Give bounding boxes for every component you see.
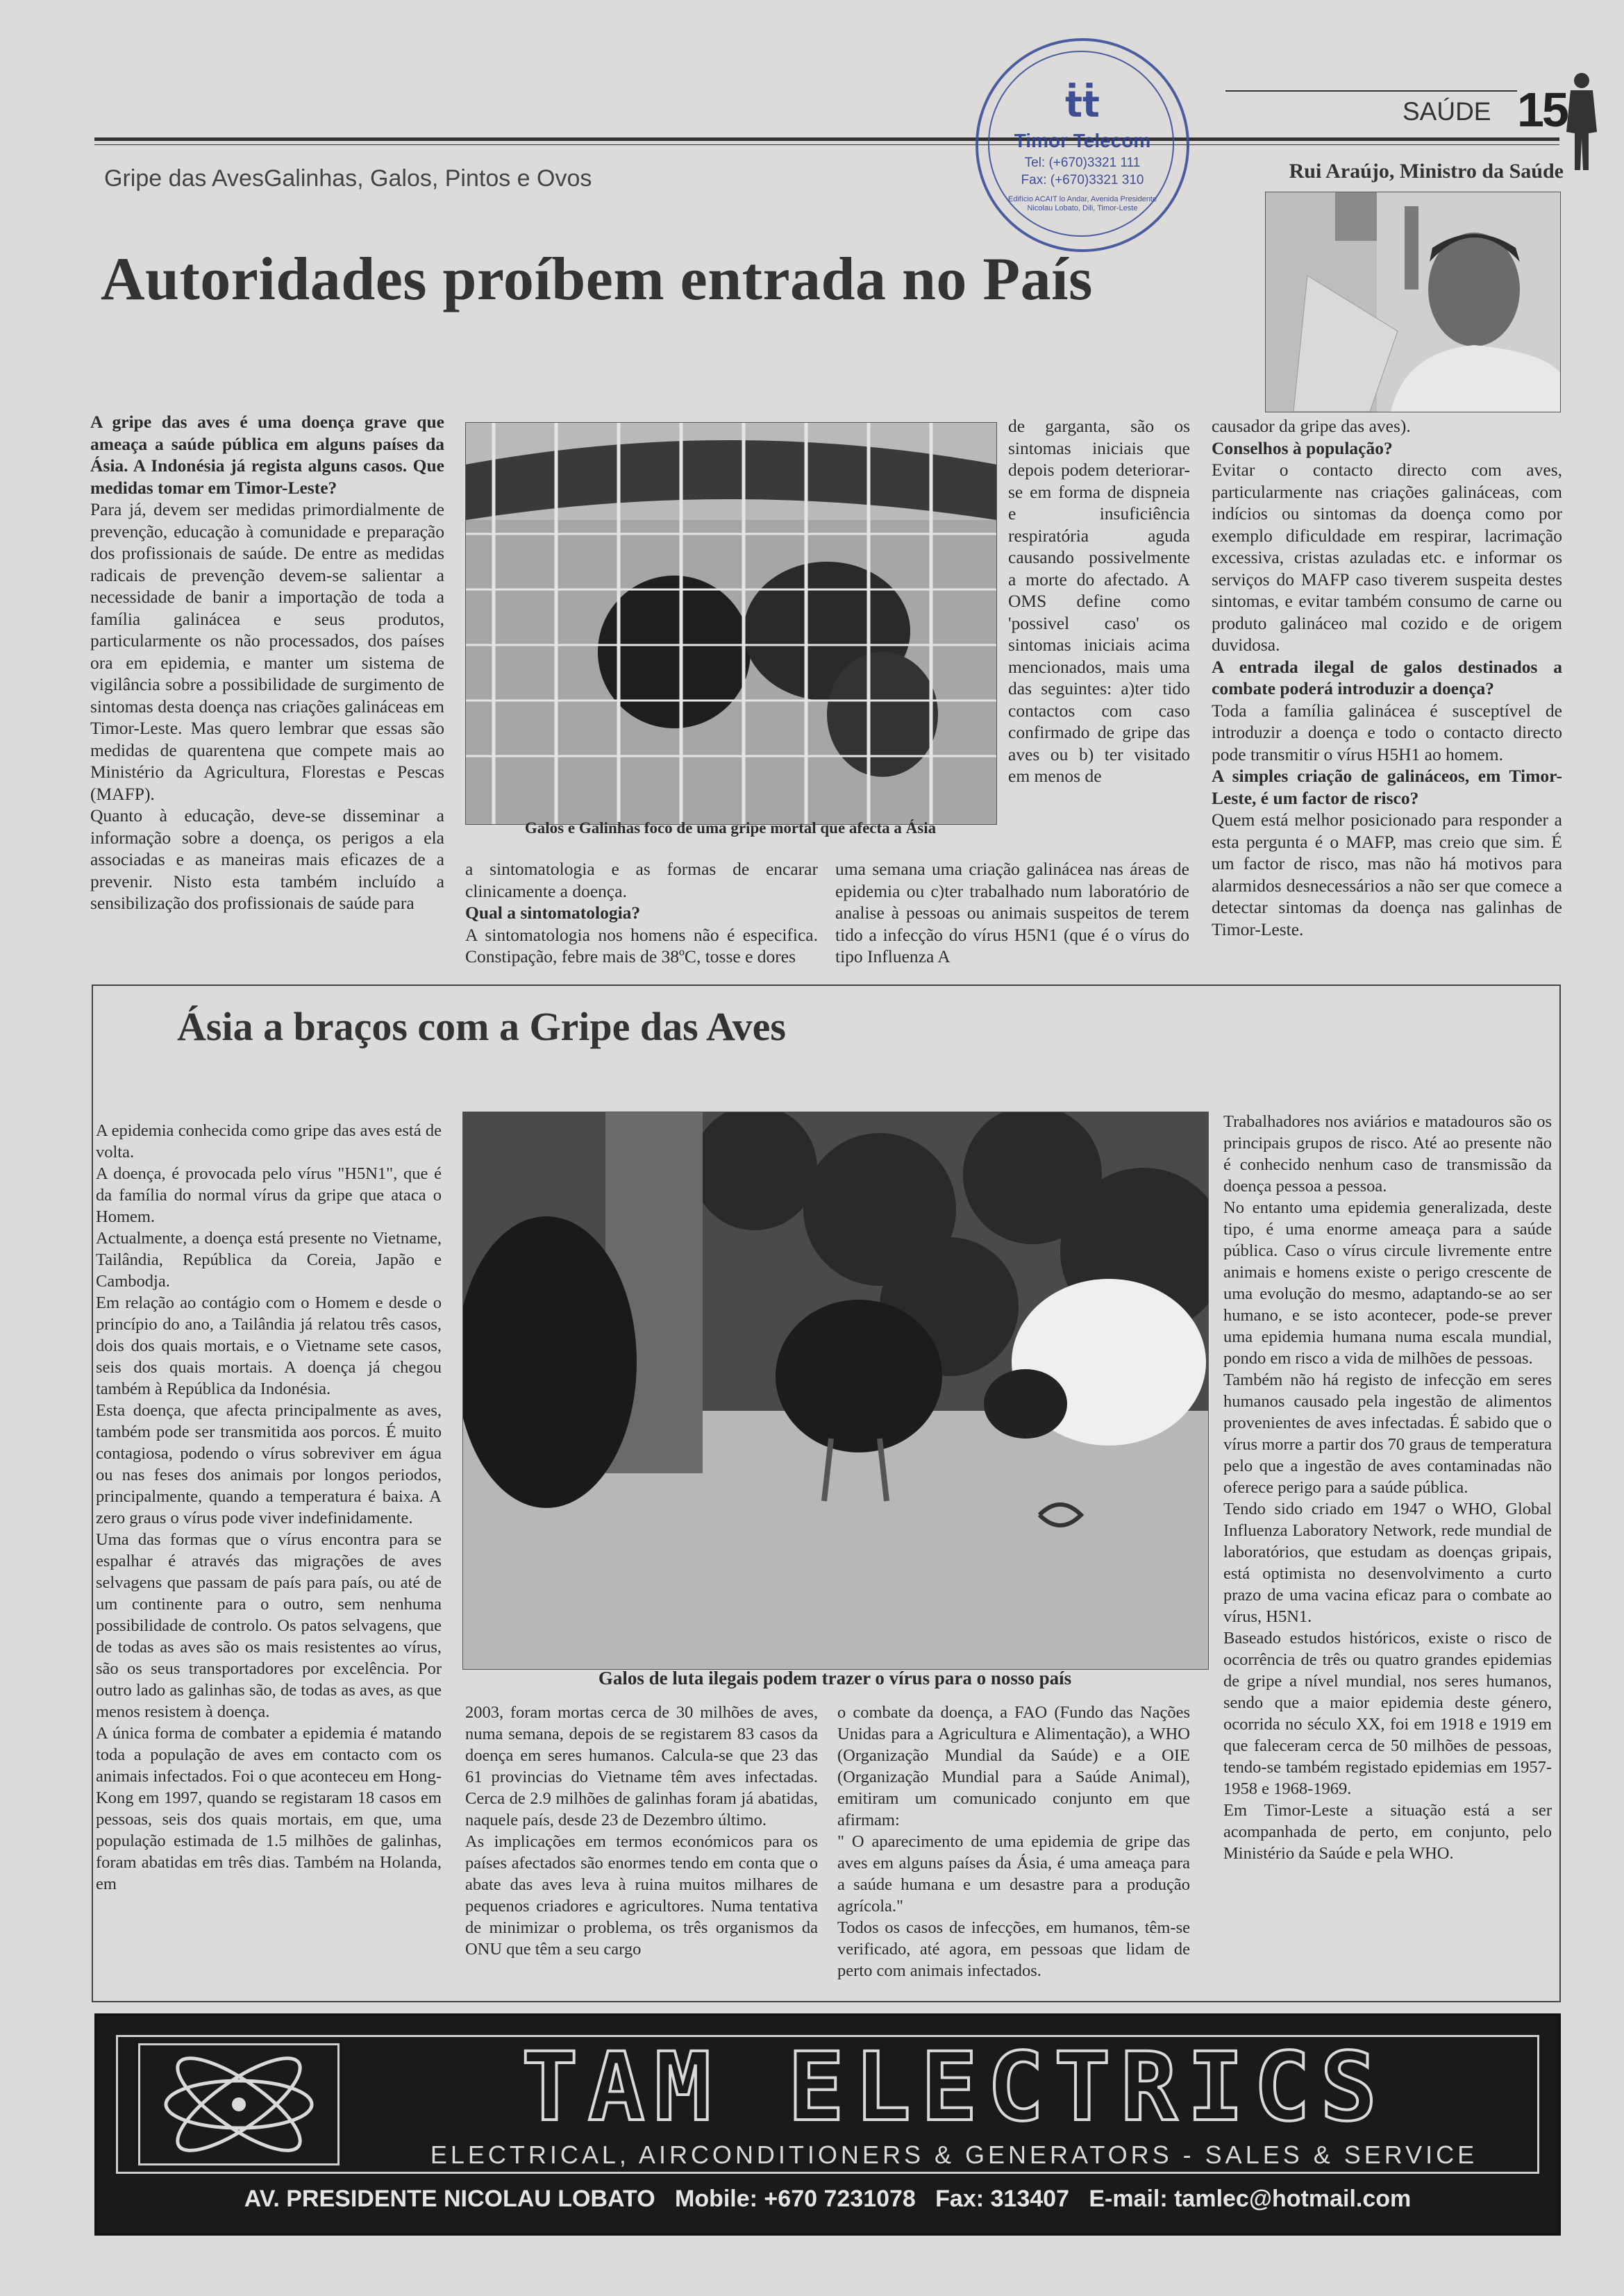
ad-contact: AV. PRESIDENTE NICOLAU LOBATO Mobile: +670 7231078 Fax: 313407 E-mail: tamlec@hotmail.com (244, 2186, 1412, 2212)
article1-col4 (1212, 415, 1562, 940)
a1-c1-p2: Para já, devem ser medidas primordialmente de prevenção, educação à comunidade e preparação dos profissionais de saúde. De entre as medidas radicais de prevenção devem-se salientar a necessidade de banir a importação de toda a família galinácea e seus produtos, particularmente os não processados, dos países ora em epidemia, e manter um sistema de vigilância sobre a possibilidade de surgimento de sintomas desta doença nas criações galináceas em Timor-Leste. Mas quero lembrar que essas são medidas de quarentena que compete mais ao Ministério da Agricultura, Florestas e Pescas (MAFP). (90, 499, 444, 804)
stamp-tel: Tel: (+670)3321 111 (1024, 156, 1141, 170)
a2-c2-p1: 2003, foram mortas cerca de 30 milhões de aves, numa semana, depois de se registarem 83 casos da doença em seres humanos. Calcula-se que 23 das 61 provincias do Vietname têm aves infectadas. Cerca de 2.9 milhões de galinhas foram já abatidas, naquele país, desde 23 de Dezembro último. (465, 1703, 818, 1829)
ad-brand: TAM ELECTRICS (521, 2033, 1387, 2143)
a2-c1-p2: A doença, é provocada pelo vírus "H5N1", que é da família do normal vírus da gripe que ataca o Homem. (96, 1164, 442, 1226)
a1-c4-q2: A entrada ilegal de galos destinados a combate poderá introduzir a doença? (1212, 656, 1562, 698)
stamp-fax: Fax: (+670)3321 310 (1021, 173, 1144, 187)
article2-col1 (96, 1120, 442, 1895)
a2-c4-p3: Também não há registo de infecção em seres humanos causado pela ingestão de alimentos provenientes de aves infectadas. É sabido que o vírus morre a partir dos 70 graus de temperatura pelo que a ingestão de aves contaminadas não oferece perigo para a saúde pública. (1223, 1371, 1552, 1497)
a1-c4-p4: Quem está melhor posicionado para responder a esta pergunta é o MAFP, mas creio que sim. É um factor de risco, mas não há motivos para alarmidos desnecessários a não ser que comece a detectar sintomas da doença nas galinhas de Timor-Leste. (1212, 810, 1562, 939)
a1-c1-p1: A gripe das aves é uma doença grave que ameaça a saúde pública em alguns países da Ásia. A Indonésia já regista alguns casos. Que medidas tomar em Timor-Leste? (90, 412, 444, 498)
portrait-caption: Rui Araújo, Ministro da Saúde (1289, 160, 1564, 183)
cage-photo (465, 422, 997, 825)
portrait-photo (1265, 192, 1561, 412)
a2-c1-p7: A única forma de combater a epidemia é matando toda a população de aves em contacto com os animais infectados. Foi o que aconteceu em Hong-Kong em 1997, quando se registaram 18 casos em pessoas, seis dos quais mortais, em que, uma população estimada de 1.5 milhões de galinhas, foram abatidas em três dias. Também na Holanda, em (96, 1724, 442, 1893)
article2-title: Ásia a braços com a Gripe das Aves (177, 1004, 786, 1049)
kicker: Gripe das AvesGalinhas, Galos, Pintos e Ovos (104, 165, 592, 192)
a1-c4-p1: causador da gripe das aves). (1212, 416, 1411, 436)
figure-logo-icon (1561, 69, 1602, 174)
article1-col1 (90, 411, 444, 914)
a2-c1-p4: Em relação ao contágio com o Homem e desde o princípio do ano, a Tailândia já relatou três casos, dois dos quais mortais, e o Vietname sete casos, seis dos quais mortais. A doença já chegou também à República da Indonésia. (96, 1293, 442, 1398)
section-rule (1225, 90, 1517, 92)
page-number: 15 (1517, 83, 1567, 137)
a1-c4-p2: Evitar o contacto directo com aves, particularmente nas criações galináceas, com indícios ou sintomas da doença como por exemplo dificuldade em respirar, lacrimação excessiva, cristas azuladas etc. e informar os serviços do MAFP caso tiverem suspeita destes sintomas, e evitar também consumo de carne ou produto galináceo mal cozido e de origem duvidosa. (1212, 460, 1562, 655)
a1-c3b-p1: uma semana uma criação galinácea nas áreas de epidemia ou c)ter trabalhado num laboratório de analise à pessoas ou animais suspeitos de terem tido a infecção do vírus H5N1 (que é o vírus do tipo Influenza A (835, 859, 1189, 966)
a1-c3a-p1: de garganta, são os sintomas iniciais que depois podem deteriorar-se em forma de dispneia e insuficiência respiratória aguda causando possivelmente a morte do afectado. A OMS define como 'possivel caso' os sintomas iniciais acima mencionados, mais uma das seguintes: a)ter tido contactos com caso confirmado de gripe das aves ou b) ter visitado em menos de (1008, 416, 1190, 786)
a2-c4-p6: Em Timor-Leste a situação está a ser acompanhada de perto, em conjunto, pelo Ministério da Saúde e pela WHO. (1223, 1801, 1552, 1863)
a1-c4-p3: Toda a família galinácea é susceptível de introduzir a doença e todo o contacto directo pode transmitir o vírus H5H1 ao homem. (1212, 700, 1562, 764)
a2-c3-p2: " O aparecimento de uma epidemia de gripe das aves em alguns países da Ásia, é uma ameaça para a saúde humana e um desastre para a produção agrícola." (837, 1832, 1190, 1916)
a1-c2-p1: a sintomatologia e as formas de encarar clinicamente a doença. (465, 859, 818, 901)
a2-c3-p3: Todos os casos de infecções, em humanos, têm-se verificado, até agora, em pessoas que lidam de perto com animais infectados. (837, 1918, 1190, 1980)
stamp-logo-icon: ṫṫ (1065, 84, 1100, 126)
a2-c4-p2: No entanto uma epidemia generalizada, deste tipo, é uma enorme ameaça para a saúde pública. Caso o vírus circule livremente entre animais e homens existe o perigo crescente de uma evolução do mesmo, adaptando-se ao ser humano, e se isto acontecer, pode-se prever uma epidemia humana numa escala mundial, pondo em risco a vida de milhões de pessoas. (1223, 1198, 1552, 1368)
a2-c2-p2: As implicações em termos económicos para os países afectados são enormes tendo em conta que o abate das aves leva à ruina muitos milhares de pequenos criadores e agricultores. Numa tentativa de minimizar o problema, os três organismos da ONU que têm a seu cargo (465, 1832, 818, 1959)
a2-c4-p4: Tendo sido criado em 1947 o WHO, Global Influenza Laboratory Network, rede mundial de laboratórios, que estudam as doenças gripais, está optimista no desenvolvimento a curto prazo de uma vacina eficaz para o combate ao vírus, H5N1. (1223, 1500, 1552, 1626)
article2-col3 (837, 1702, 1190, 1981)
cage-photo-caption: Galos e Galinhas foco de uma gripe mortal que afecta a Ásia (524, 819, 937, 837)
headline: Autoridades proíbem entrada no País (101, 246, 1093, 313)
a2-c4-p1: Trabalhadores nos aviários e matadouros são os principais grupos de risco. Até ao presente não é conhecido nenhum caso de transmissão da doença pessoa a pessoa. (1223, 1112, 1552, 1196)
ad-box (94, 2013, 1561, 2236)
a2-c3-p1: o combate da doença, a FAO (Fundo das Nações Unidas para a Agricultura e Alimentação), a WHO (Organização Mundial da Saúde) e a OIE (Organização Mundial para a Saúde Animal), emitiram um comunicado conjunto em que afirmam: (837, 1703, 1190, 1829)
article1-col3b (835, 858, 1189, 968)
a1-c4-q3: A simples criação de galináceos, em Timor-Leste, é um factor de risco? (1212, 766, 1562, 808)
section-label: SAÚDE (1403, 97, 1491, 126)
a2-c1-p6: Uma das formas que o vírus encontra para se espalhar é através das migrações de aves selvagens que passam de país para país, ou até de um continente para o outro, sem nenhuma possibilidade de controlo. Os patos selvagens, que de todas as aves são os mais resistentes ao vírus, são os seus transportadores por excelência. Por outro lado as galinhas são, de todas as aves, as que menos resistem à doença. (96, 1530, 442, 1721)
article2-col2 (465, 1702, 818, 1960)
a1-c1-p3: Quanto à educação, deve-se disseminar a informação sobre a doença, os perigos a ela associadas e as maneiras mais eficazes de a prevenir. Nisto esta também incluído a sensibilização dos profissionais de saúde para (90, 805, 444, 913)
article1-col2 (465, 858, 818, 968)
a1-c4-q1: Conselhos à população? (1212, 437, 1393, 458)
a1-c2-q1: Qual a sintomatologia? (465, 903, 641, 923)
article2-col4 (1223, 1111, 1552, 1864)
header-rule-thin (94, 144, 1559, 145)
a2-c4-p5: Baseado estudos históricos, existe o risco de ocorrência de três ou quatro grandes epidemias de gripe a nível mundial, nos seres humanos, sendo que a maior epidemia deste género, ocorrida no século XX, foi em 1918 e 1919 em que faleceram cerca de 50 milhões de pessoas, tendo-se também registado epidemias em 1957-1958 e 1968-1969. (1223, 1629, 1552, 1798)
a1-c2-p2: A sintomatologia nos homens não é especifica. Constipação, febre mais de 38ºC, tosse e dores (465, 924, 818, 966)
stamp (976, 38, 1189, 252)
header-rule-thick (94, 137, 1559, 141)
a2-c1-p1: A epidemia conhecida como gripe das aves está de volta. (96, 1121, 442, 1162)
ad-tagline: ELECTRICAL, AIRCONDITIONERS & GENERATORS - SALES & SERVICE (430, 2140, 1478, 2169)
article1-col3a (1008, 415, 1190, 787)
atom-logo-icon (138, 2043, 340, 2165)
roosters-photo (462, 1112, 1209, 1670)
roosters-photo-caption: Galos de luta ilegais podem trazer o vírus para o nosso país (598, 1668, 1072, 1689)
stamp-ring-text: Edifício ACAIT lo Andar, Avenida Presidente Nicolau Lobato, Dili, Timor-Leste (1007, 195, 1157, 212)
a2-c1-p3: Actualmente, a doença está presente no Vietname, Tailândia, República da Coreia, Japão e Cambodja. (96, 1229, 442, 1291)
stamp-brand: Timor Telecom (1014, 130, 1151, 151)
a2-c1-p5: Esta doença, que afecta principalmente as aves, também pode ser transmitida aos porcos. É muito contagiosa, podendo o vírus sobreviver em água ou nas feses dos animais por longos periodos, principalmente, quando a temperatura é baixa. A zero graus o vírus pode viver indefinidamente. (96, 1401, 442, 1527)
